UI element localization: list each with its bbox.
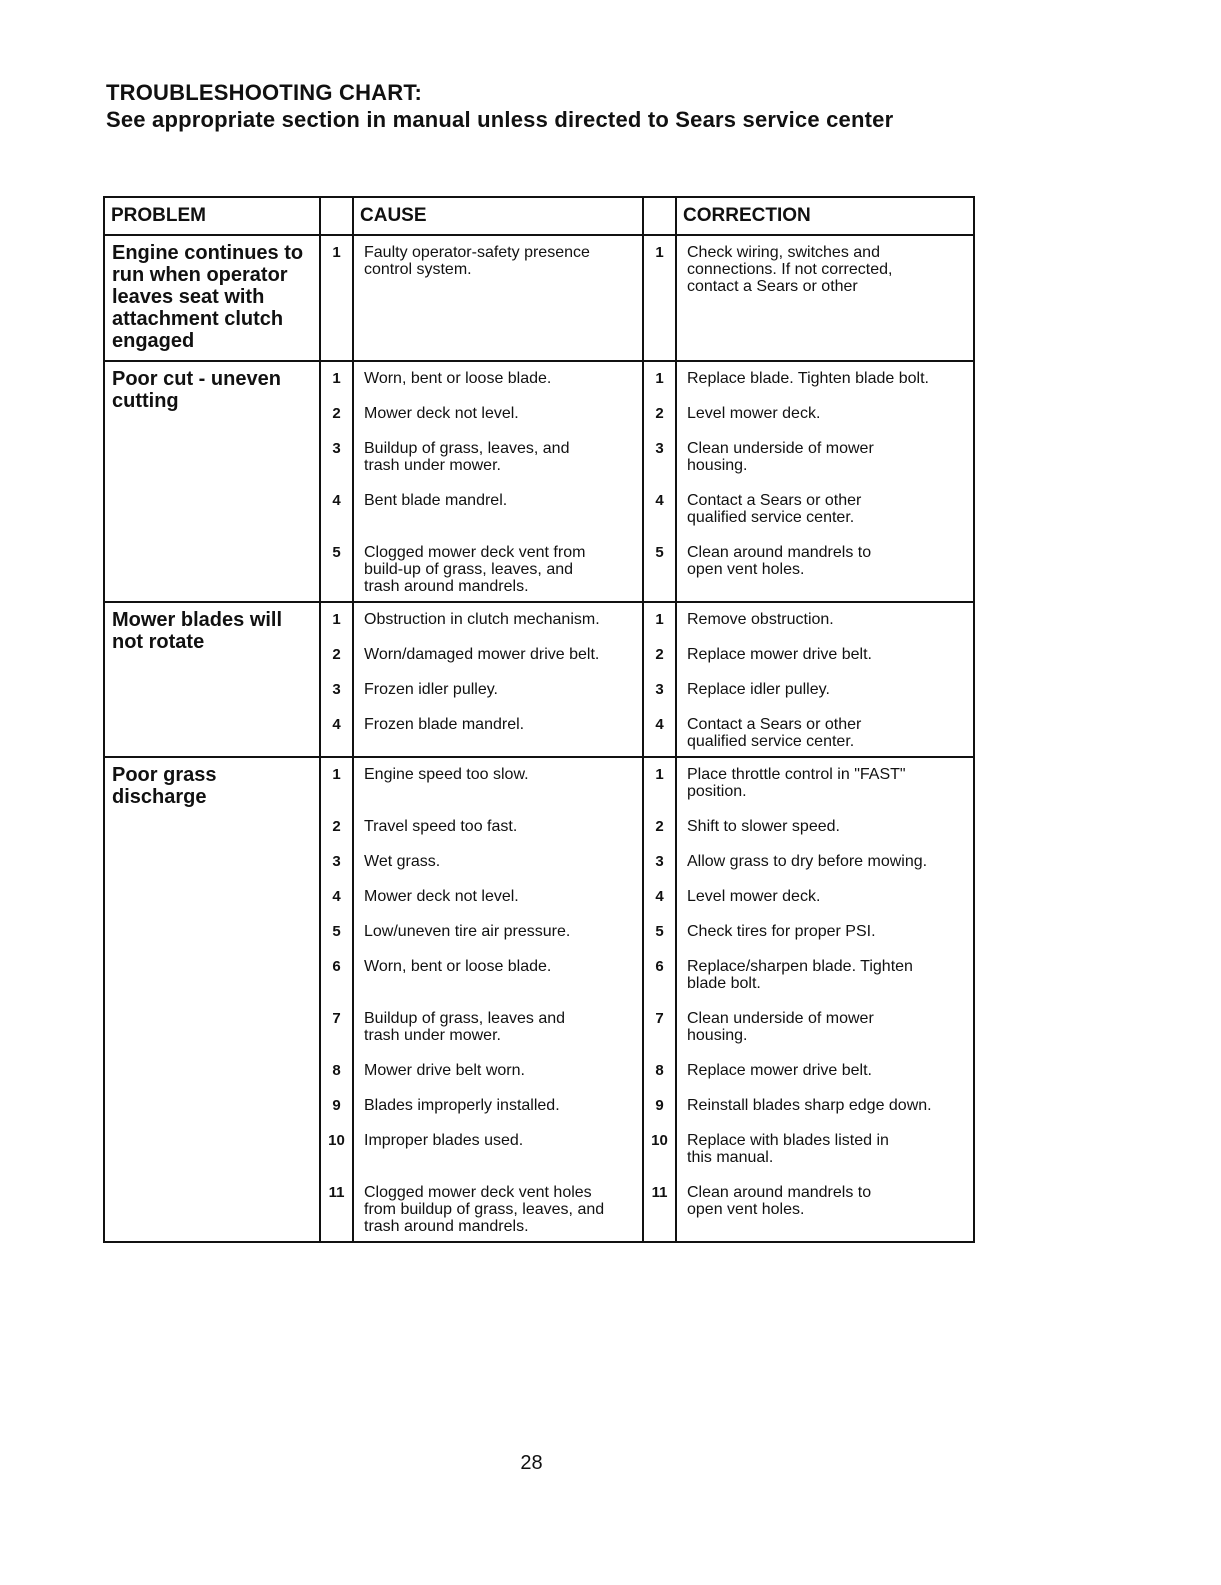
correction-number: 1 <box>655 766 664 783</box>
correction-text: Allow grass to dry before mowing. <box>687 853 928 870</box>
cause-text-cell <box>353 602 643 757</box>
correction-text-cell <box>676 602 974 757</box>
cause-number: 3 <box>332 440 341 457</box>
correction-text: Contact a Sears or other qualified service center. <box>687 492 862 526</box>
correction-text: Remove obstruction. <box>687 611 834 628</box>
problem-cell <box>104 361 320 602</box>
cause-text: Bent blade mandrel. <box>364 492 508 509</box>
cause-number-cell <box>320 361 353 602</box>
cause-number: 1 <box>332 611 341 628</box>
correction-text: Level mower deck. <box>687 888 821 905</box>
correction-number: 7 <box>655 1010 664 1027</box>
correction-text: Replace blade. Tighten blade bolt. <box>687 370 929 387</box>
correction-text: Reinstall blades sharp edge down. <box>687 1097 932 1114</box>
cause-text: Worn/damaged mower drive belt. <box>364 646 600 663</box>
cause-text: Buildup of grass, leaves, and trash under mower. <box>364 440 570 474</box>
correction-number: 10 <box>651 1132 668 1149</box>
cause-text: Faulty operator-safety presence control system. <box>364 244 590 278</box>
cause-text-cell <box>353 235 643 361</box>
correction-text: Replace/sharpen blade. Tighten blade bolt. <box>687 958 913 992</box>
correction-number: 2 <box>655 405 664 422</box>
problem-text: Engine continues to run when operator leaves seat with attachment clutch engaged <box>112 242 304 352</box>
chart-title: TROUBLESHOOTING CHART: <box>106 80 423 105</box>
cause-number: 3 <box>332 853 341 870</box>
correction-number: 1 <box>655 611 664 628</box>
cause-text: Improper blades used. <box>364 1132 524 1149</box>
header-problem: PROBLEM <box>104 197 320 235</box>
problem-text: Mower blades will not rotate <box>112 609 283 653</box>
cause-text: Frozen idler pulley. <box>364 681 498 698</box>
correction-number: 9 <box>655 1097 664 1114</box>
problem-text: Poor grass discharge <box>112 764 217 808</box>
cause-number: 11 <box>328 1184 345 1201</box>
cause-text: Worn, bent or loose blade. <box>364 958 552 975</box>
cause-number: 4 <box>332 492 341 509</box>
cause-number-cell <box>320 757 353 1242</box>
cause-number: 1 <box>332 370 341 387</box>
correction-text: Replace with blades listed in this manual. <box>687 1132 889 1166</box>
chart-subtitle: See appropriate section in manual unless directed to Sears service center <box>106 107 894 132</box>
correction-text: Clean around mandrels to open vent holes. <box>687 544 872 578</box>
cause-number: 8 <box>332 1062 341 1079</box>
problem-cell <box>104 757 320 1242</box>
correction-number-cell <box>643 602 676 757</box>
cause-number: 6 <box>332 958 341 975</box>
problem-cell <box>104 602 320 757</box>
correction-number-cell <box>643 757 676 1242</box>
header-correction: CORRECTION <box>676 197 974 235</box>
correction-text: Check wiring, switches and connections. If not corrected, contact a Sears or other <box>687 244 893 295</box>
correction-text-cell <box>676 235 974 361</box>
correction-number: 1 <box>655 370 664 387</box>
correction-number: 4 <box>655 716 664 733</box>
correction-text: Check tires for proper PSI. <box>687 923 876 940</box>
cause-text-cell <box>353 757 643 1242</box>
correction-text: Contact a Sears or other qualified service center. <box>687 716 862 750</box>
cause-number: 3 <box>332 681 341 698</box>
correction-number: 3 <box>655 853 664 870</box>
cause-number: 4 <box>332 888 341 905</box>
cause-number: 1 <box>332 766 341 783</box>
correction-number-cell <box>643 235 676 361</box>
correction-text: Level mower deck. <box>687 405 821 422</box>
table-body <box>104 235 974 1242</box>
cause-text: Worn, bent or loose blade. <box>364 370 552 387</box>
cause-text: Buildup of grass, leaves and trash under mower. <box>364 1010 566 1044</box>
page-heading <box>106 80 1106 134</box>
correction-number: 8 <box>655 1062 664 1079</box>
cause-number-cell <box>320 602 353 757</box>
page-number: 28 <box>520 1452 543 1474</box>
correction-number: 5 <box>655 923 664 940</box>
cause-number: 1 <box>332 244 341 261</box>
correction-text-cell <box>676 361 974 602</box>
correction-text: Shift to slower speed. <box>687 818 840 835</box>
correction-text: Clean underside of mower housing. <box>687 440 874 474</box>
correction-number: 11 <box>651 1184 668 1201</box>
cause-text: Mower deck not level. <box>364 405 519 422</box>
correction-number: 6 <box>655 958 664 975</box>
correction-text: Replace mower drive belt. <box>687 646 872 663</box>
correction-text: Place throttle control in "FAST" position. <box>687 766 906 800</box>
problem-text: Poor cut - uneven cutting <box>112 368 281 412</box>
header-cause: CAUSE <box>353 197 643 235</box>
cause-text: Wet grass. <box>364 853 441 870</box>
correction-text: Clean underside of mower housing. <box>687 1010 874 1044</box>
cause-text: Blades improperly installed. <box>364 1097 560 1114</box>
cause-text: Low/uneven tire air pressure. <box>364 923 571 940</box>
problem-group-row <box>104 602 974 757</box>
cause-number: 9 <box>332 1097 341 1114</box>
cause-text: Obstruction in clutch mechanism. <box>364 611 600 628</box>
correction-text-cell <box>676 757 974 1242</box>
correction-text: Replace mower drive belt. <box>687 1062 872 1079</box>
correction-number: 5 <box>655 544 664 561</box>
correction-number: 4 <box>655 492 664 509</box>
table-header-row <box>104 197 974 235</box>
problem-cell <box>104 235 320 361</box>
cause-text: Frozen blade mandrel. <box>364 716 525 733</box>
troubleshooting-table <box>103 196 975 1243</box>
correction-number: 1 <box>655 244 664 261</box>
cause-number: 5 <box>332 923 341 940</box>
cause-text-cell <box>353 361 643 602</box>
problem-group-row <box>104 361 974 602</box>
correction-text: Clean around mandrels to open vent holes. <box>687 1184 872 1218</box>
cause-text: Clogged mower deck vent from build-up of grass, leaves, and trash around mandrels. <box>364 544 586 595</box>
cause-text: Travel speed too fast. <box>364 818 518 835</box>
correction-number: 3 <box>655 440 664 457</box>
cause-text: Mower drive belt worn. <box>364 1062 525 1079</box>
cause-number-cell <box>320 235 353 361</box>
correction-number: 4 <box>655 888 664 905</box>
cause-text: Mower deck not level. <box>364 888 519 905</box>
problem-group-row <box>104 235 974 361</box>
header-cause-number <box>320 197 353 235</box>
correction-number: 2 <box>655 818 664 835</box>
correction-text: Replace idler pulley. <box>687 681 830 698</box>
cause-number: 2 <box>332 405 341 422</box>
header-correction-number <box>643 197 676 235</box>
cause-text: Engine speed too slow. <box>364 766 529 783</box>
cause-number: 2 <box>332 818 341 835</box>
correction-number: 3 <box>655 681 664 698</box>
cause-number: 7 <box>332 1010 341 1027</box>
cause-number: 5 <box>332 544 341 561</box>
correction-number-cell <box>643 361 676 602</box>
cause-number: 2 <box>332 646 341 663</box>
cause-number: 4 <box>332 716 341 733</box>
cause-number: 10 <box>328 1132 345 1149</box>
cause-text: Clogged mower deck vent holes from buildup of grass, leaves, and trash around mandrels. <box>364 1184 605 1235</box>
problem-group-row <box>104 757 974 1242</box>
correction-number: 2 <box>655 646 664 663</box>
